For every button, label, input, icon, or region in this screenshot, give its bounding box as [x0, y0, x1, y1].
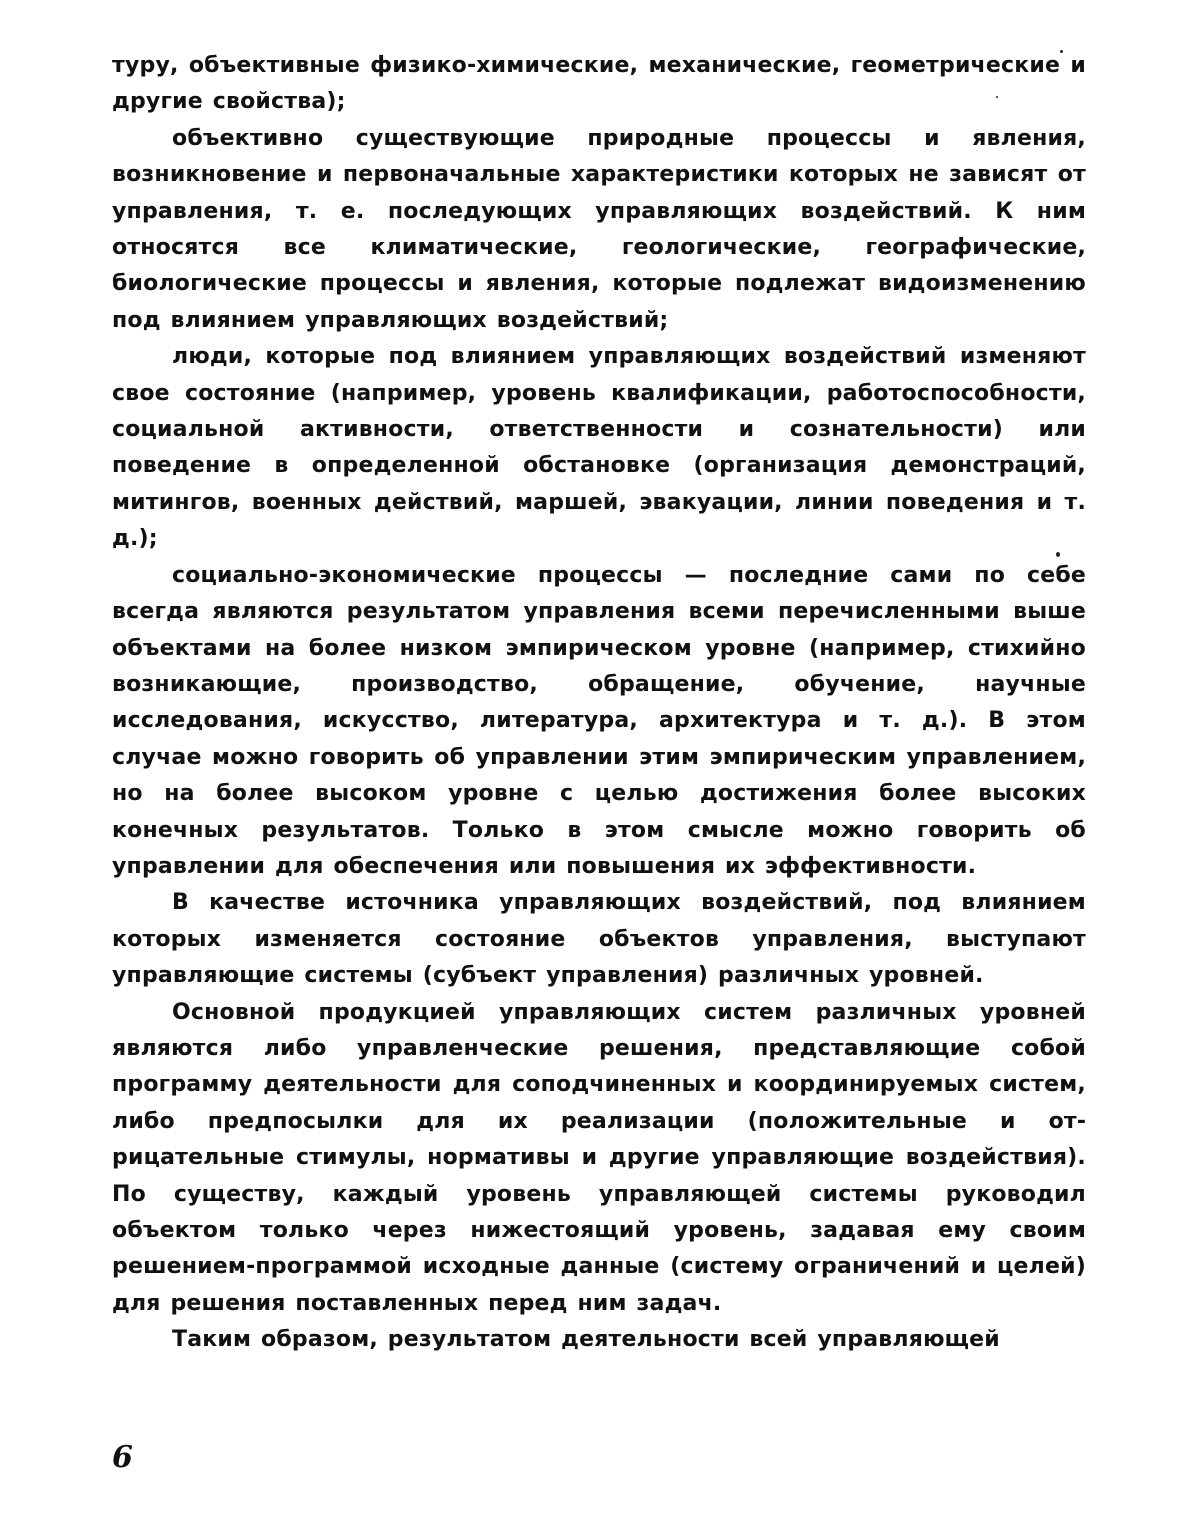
scan-speck [1060, 50, 1063, 53]
paragraph-main-product: Основной продукцией управляющих систем различных уровней являются либо управленческие решения, представляющие собой программу деятельности для соподчиненных и координируемых систем, либо предпосылки для их реализации (положительные и отрицательные стимулы, нормативы и другие управляющие воздействия). По существу, каждый уровень управляющей системы руководил объектом только через нижестоящий уровень, задавая ему своим решением-программой исходные данные (систему ограничений и целей) для решения поставленных перед ним задач. [112, 999, 1086, 1316]
paragraph-socioeconomic-processes: социально-экономические процессы — последние сами по себе всегда являются результатом управления всеми перечисленными выше объектами на более низком эмпирическом уровне (например, стихийно возникающие, производство, обращение, обучение, научные исследования, искусство, литература, архитектура и т. д.). В этом случае можно говорить об управлении этим эмпирическим управлением, но на более высоком уровне с целью достижения более высоких конечных результатов. Только в этом смысле можно говорить об управлении для обеспечения или повышения их эффективности. [112, 562, 1086, 879]
page-number: 6 [112, 1440, 133, 1475]
paragraph-continuation: туру, объективные физико-химические, механические, геометрические и другие свойства); [112, 53, 1086, 115]
paragraph-people: люди, которые под влиянием управляющих воздействий изменяют свое состояние (например, уровень квалификации, работоспособности, социальной активности, ответственности и сознательности) или поведение в определенной обстановке (организация демонстраций, митингов, военных действий, маршей, эвакуации, линии поведения и т. д.); [112, 344, 1086, 552]
paragraph-source-of-control: В качестве источника управляющих воздействий, под влиянием которых изменяется состояние объектов управления, выступают управляющие системы (субъект управления) различных уровней. [112, 890, 1086, 989]
scan-speck [1056, 552, 1060, 557]
paragraph-natural-processes: объективно существующие природные процессы и явления, возникновение и первоначальные характеристики которых не зависят от управления, т. е. последующих управляющих воздействий. К ним относятся все климатические, геологические, географические, биологические процессы и явления, которые подлежат видоизменению под влиянием управляющих воздействий; [112, 125, 1086, 333]
body-text [112, 48, 1086, 1359]
scan-speck [996, 96, 998, 98]
paragraph-conclusion-start: Таким образом, результатом деятельности всей управляющей [172, 1327, 1000, 1353]
